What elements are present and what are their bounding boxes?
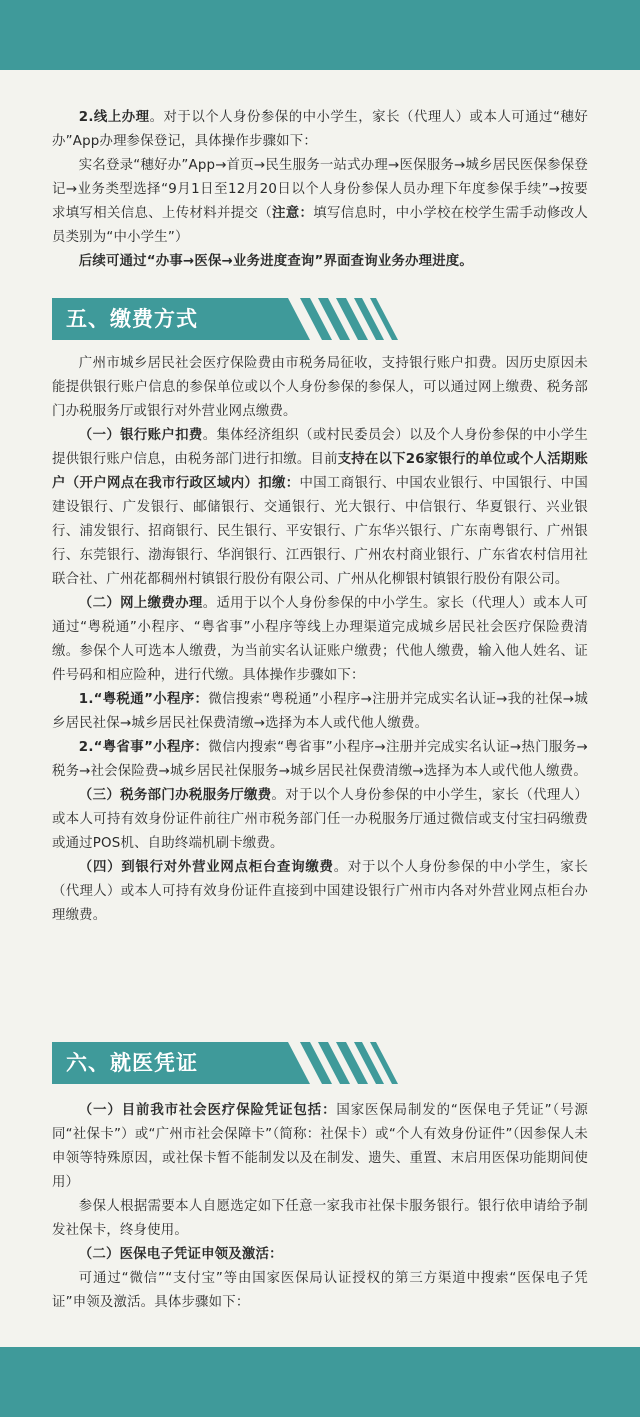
step-yueshengshi-text: 微信内搜索“粤省事”小程序→注册并完成实名认证→热门服务→税务→社会保险费→城乡居民社保服务→城乡居民社保费清缴→选择为本人或代他人缴费。 [52, 740, 588, 779]
payment-intro-para: 广州市城乡居民社会医疗保险费由市税务局征收，支持银行账户扣费。因历史原因未能提供银行账户信息的参保单位或以个人身份参保的参保人，可以通过网上缴费、税务部门办税服务厅或银行对外营业网点缴费。 [52, 356, 588, 419]
section-six-body [52, 1099, 588, 1315]
online-handling-block [52, 106, 588, 274]
top-decor-band [0, 0, 640, 70]
tax-hall-para [52, 784, 588, 856]
social-card-bank-para: 参保人根据需要本人自愿选定如下任意一家我市社保卡服务银行。银行依申请给予制发社保卡，终身使用。 [52, 1199, 588, 1238]
stripe-decor-icon [248, 1042, 408, 1084]
bank-list: 中国工商银行、中国农业银行、中国银行、中国建设银行、广发银行、邮储银行、交通银行、光大银行、中信银行、华夏银行、兴业银行、浦发银行、招商银行、民生银行、平安银行、广东华兴银行、广东南粤银行、广州银行、东莞银行、渤海银行、华润银行、江西银行、广州农村商业银行、广东省农村信用社联合社、广州花都稠州村镇银行股份有限公司、广州从化柳银村镇银行股份有限公司。 [52, 476, 588, 587]
bank-support-text: 支持在以下26家银行的单位或个人活期账户（开户网点在我市行政区域内）扣缴： [52, 452, 588, 491]
online-handling-text: 。对于以个人身份参保的中小学生，家长（代理人）或本人可通过“穗好办”App办理参保登记，具体操作步骤如下： [52, 110, 588, 149]
step-yueshengshi-para [52, 736, 588, 784]
section-five-body [52, 352, 588, 928]
online-payment-lead: （二）网上缴费办理 [78, 596, 203, 611]
online-handling-para [52, 106, 588, 154]
bottom-decor-band [0, 1347, 640, 1417]
bank-deduction-text: 。集体经济组织（或村民委员会）以及个人身份参保的中小学生提供银行账户信息，由税务部门进行扣缴。目前 [52, 428, 588, 467]
bank-counter-para [52, 856, 588, 928]
tax-hall-lead: （三）税务部门办税服务厅缴费 [78, 788, 272, 803]
cert-types-text: 国家医保局制发的“医保电子凭证”（号源同“社保卡”）或“广州市社会保障卡”（简称：社保卡）或“个人有效身份证件”（因参保人未申领等特殊原因，或社保卡暂不能制发以及在制发、遗失、重置、末启用医保功能期间使用） [52, 1103, 588, 1190]
online-steps-text: 实名登录“穗好办”App→首页→民生服务一站式办理→医保服务→城乡居民医保参保登记→业务类型选择“9月1日至12月20日以个人身份参保人员办理下年度参保手续”→按要求填写相关信息、上传材料并提交（ [52, 158, 588, 221]
section-five-title: 五、缴费方式 [66, 306, 198, 331]
step-yueshengshi-lead: 2.“粤省事”小程序： [78, 740, 209, 755]
bank-counter-text: 。对于以个人身份参保的中小学生，家长（代理人）或本人可持有效身份证件直接到中国建设银行广州市内各对外营业网点柜台办理缴费。 [52, 860, 588, 923]
bank-deduction-lead: （一）银行账户扣费 [78, 428, 203, 443]
cert-types-para [52, 1099, 588, 1195]
step-yueshuitong-lead: 1.“粤税通”小程序： [78, 692, 209, 707]
online-payment-para [52, 592, 588, 688]
bank-counter-lead: （四）到银行对外营业网点柜台查询缴费 [78, 860, 334, 875]
online-handling-lead: 2.线上办理 [78, 110, 150, 125]
stripe-decor-icon [248, 298, 408, 340]
section-five-heading [52, 298, 412, 340]
ecert-lead: （二）医保电子凭证申领及激活： [78, 1247, 283, 1262]
online-steps-para [52, 154, 588, 250]
ecert-heading-para [52, 1243, 588, 1267]
note-label: 注意： [271, 206, 314, 221]
online-payment-text: 。适用于以个人身份参保的中小学生。家长（代理人）或本人可通过“粤税通”小程序、“粤省事”小程序等线上办理渠道完成城乡居民社会医疗保险费清缴。参保个人可选本人缴费，为当前实名认证账户缴费；代他人缴费，输入他人姓名、证件号码和相应险种，进行代缴。具体操作步骤如下： [52, 596, 588, 683]
cert-types-lead: （一）目前我市社会医疗保险凭证包括： [78, 1103, 337, 1118]
bank-deduction-para [52, 424, 588, 592]
section-six-title: 六、就医凭证 [66, 1050, 198, 1075]
step-yueshuitong-text: 微信搜索“粤税通”小程序→注册并完成实名认证→我的社保→城乡居民社保→城乡居民社保费清缴→选择为本人或代他人缴费。 [52, 692, 588, 731]
tax-hall-text: 。对于以个人身份参保的中小学生，家长（代理人）或本人可持有效身份证件前往广州市税务部门任一办税服务厅通过微信或支付宝扫码缴费或通过POS机、自助终端机刷卡缴费。 [52, 788, 588, 851]
progress-query-para [52, 250, 588, 274]
step-yueshuitong-para [52, 688, 588, 736]
progress-query-text: 后续可通过“办事→医保→业务进度查询”界面查询业务办理进度。 [78, 254, 473, 269]
ecert-steps-para: 可通过“微信”“支付宝”等由国家医保局认证授权的第三方渠道中搜索“医保电子凭证”申领及激活。具体步骤如下： [52, 1271, 588, 1310]
section-six-heading [52, 1042, 412, 1084]
note-text: 填写信息时，中小学校在校学生需手动修改人员类别为“中小学生”） [52, 206, 589, 245]
